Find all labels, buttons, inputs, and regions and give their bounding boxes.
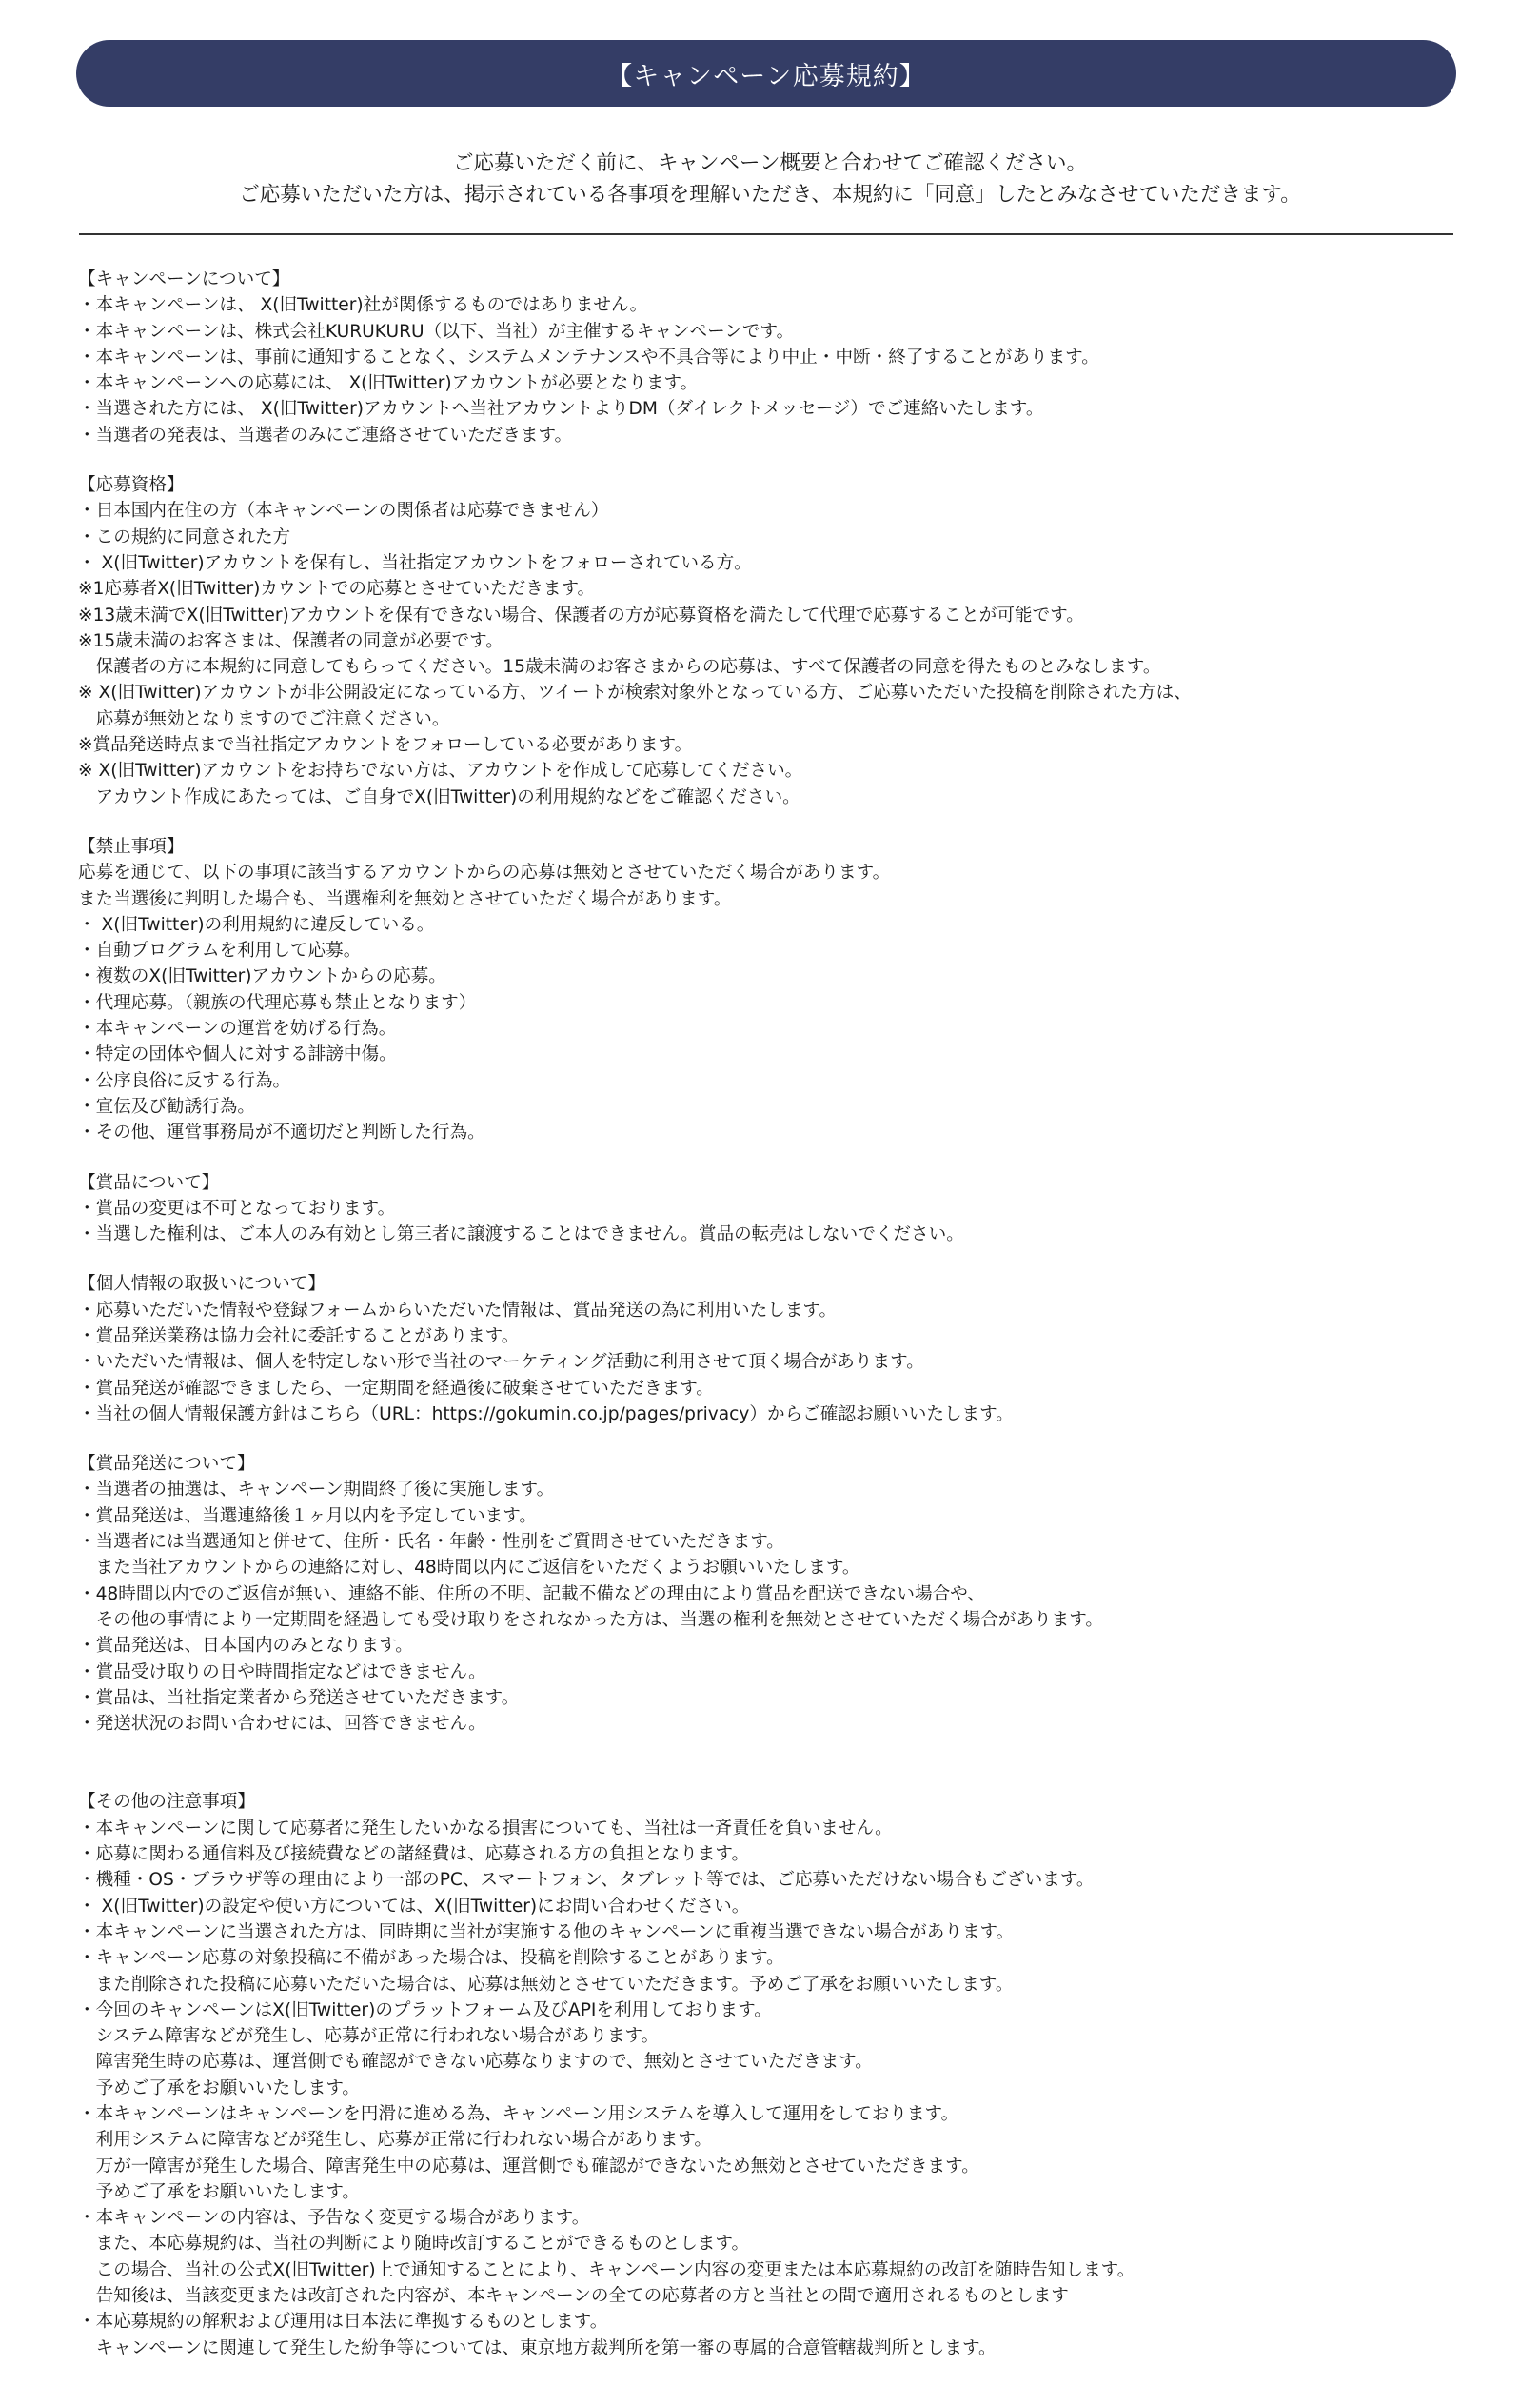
list-item: ・本応募規約の解釈および運用は日本法に準拠するものとします。 [78, 2312, 608, 2333]
list-item: ・自動プログラムを利用して応募。 [78, 941, 362, 962]
list-item: ・本キャンペーンは、事前に通知することなく、システムメンテナンスや不具合等により中止・中断・終了することがあります。 [78, 347, 1099, 368]
list-item: ・賞品発送が確認できましたら、一定期間を経過後に破棄させていただきます。 [78, 1378, 714, 1399]
list-item: ・当選した権利は、ご本人のみ有効とし第三者に譲渡することはできません。賞品の転売はしないでください。 [78, 1224, 964, 1245]
list-item: ・複数のX(旧Twitter)アカウントからの応募。 [78, 966, 446, 987]
list-item: キャンペーンに関連して発生した紛争等については、東京地方裁判所を第一審の専属的合意管轄裁判所とします。 [78, 2337, 997, 2358]
section-shipping [78, 1451, 1477, 1737]
list-item: ※1応募者X(旧Twitter)カウントでの応募とさせていただきます。 [78, 579, 596, 600]
list-item: ・当選者には当選通知と併せて、住所・氏名・年齢・性別をご質問させていただきます。 [78, 1532, 784, 1553]
list-item: ・本キャンペーンは、 X(旧Twitter)社が関係するものではありません。 [78, 295, 648, 316]
list-item: ・日本国内在住の方（本キャンペーンの関係者は応募できません） [78, 501, 609, 522]
list-item: ※15歳未満のお客さまは、保護者の同意が必要です。 [78, 630, 503, 651]
list-item: ・賞品発送は、日本国内のみとなります。 [78, 1636, 413, 1657]
list-item: 告知後は、当該変更または改訂された内容が、本キャンペーンの全ての応募者の方と当社との間で適用されるものとします [78, 2286, 1069, 2307]
section-prizes [78, 1170, 1477, 1248]
intro-line: ご応募いただいた方は、掲示されている各事項を理解いただき、本規約に「同意」したとみなさせていただきます。 [239, 183, 1301, 207]
section-eligibility [78, 472, 1477, 810]
intro-text [0, 148, 1540, 210]
section-heading: 【賞品発送について】 [78, 1454, 255, 1475]
list-item: 予めご了承をお願いいたします。 [78, 2077, 361, 2098]
list-item: ・賞品発送業務は協力会社に委託することがあります。 [78, 1325, 520, 1346]
list-item: ・宣伝及び勧誘行為。 [78, 1096, 255, 1117]
list-item: ・応募いただいた情報や登録フォームからいただいた情報は、賞品発送の為に利用いたします。 [78, 1300, 838, 1321]
list-item: 万が一障害が発生した場合、障害発生中の応募は、運営側でも確認ができないため無効とさせていただきます。 [78, 2156, 979, 2176]
list-item: ・賞品は、当社指定業者から発送させていただきます。 [78, 1687, 520, 1708]
privacy-policy-suffix: ）からご確認お願いいたします。 [749, 1403, 1014, 1424]
list-item: ・この規約に同意された方 [78, 527, 291, 547]
section-heading: 【賞品について】 [78, 1172, 220, 1193]
list-item: ※ X(旧Twitter)アカウントが非公開設定になっている方、ツイートが検索対象外となっている方、ご応募いただいた投稿を削除された方は、 [78, 683, 1192, 704]
list-item: ・発送状況のお問い合わせには、回答できません。 [78, 1714, 486, 1735]
list-item: ・本キャンペーンへの応募には、 X(旧Twitter)アカウントが必要となります。 [78, 373, 699, 394]
list-item: ・本キャンペーンはキャンペーンを円滑に進める為、キャンペーン用システムを導入して運用をしております。 [78, 2104, 959, 2124]
list-item: 利用システムに障害などが発生し、応募が正常に行われない場合があります。 [78, 2130, 713, 2151]
list-item: ・その他、運営事務局が不適切だと判断した行為。 [78, 1123, 485, 1143]
privacy-policy-link[interactable]: https://gokumin.co.jp/pages/privacy [431, 1403, 750, 1424]
list-item: ・当選者の発表は、当選者のみにご連絡させていただきます。 [78, 425, 573, 446]
list-item: ・公序良俗に反する行為。 [78, 1070, 291, 1091]
list-item: ・キャンペーン応募の対象投稿に不備があった場合は、投稿を削除することがあります。 [78, 1948, 784, 1969]
section-privacy [78, 1271, 1477, 1427]
list-item: ・本キャンペーンは、株式会社KURUKURU（以下、当社）が主催するキャンペーンです。 [78, 321, 795, 342]
section-heading: 【禁止事項】 [78, 836, 185, 857]
divider [79, 233, 1453, 235]
list-item: ・ X(旧Twitter)の利用規約に違反している。 [78, 914, 435, 935]
list-item: ・応募に関わる通信料及び接続費などの諸経費は、応募される方の負担となります。 [78, 1844, 750, 1865]
list-item: ・いただいた情報は、個人を特定しない形で当社のマーケティング活動に利用させて頂く場合があります。 [78, 1352, 924, 1373]
list-item: ・賞品発送は、当選連絡後１ヶ月以内を予定しています。 [78, 1505, 537, 1526]
list-item: ※13歳未満でX(旧Twitter)アカウントを保有できない場合、保護者の方が応募資格を満たして代理で応募することが可能です。 [78, 605, 1084, 626]
section-other [78, 1789, 1477, 2361]
list-item: また削除された投稿に応募いただいた場合は、応募は無効とさせていただきます。予めご了承をお願いいたします。 [78, 1974, 1014, 1995]
list-item: ・ X(旧Twitter)の設定や使い方については、X(旧Twitter)にお問い合わせください。 [78, 1896, 750, 1917]
list-item: 応募を通じて、以下の事項に該当するアカウントからの応募は無効とさせていただく場合があります。 [78, 863, 891, 884]
terms-content [78, 267, 1477, 2385]
section-heading: 【応募資格】 [78, 475, 185, 496]
list-item: システム障害などが発生し、応募が正常に行われない場合があります。 [78, 2026, 660, 2047]
section-heading: 【個人情報の取扱いについて】 [78, 1274, 326, 1295]
list-item: ・賞品受け取りの日や時間指定などはできません。 [78, 1661, 486, 1682]
intro-line: ご応募いただく前に、キャンペーン概要と合わせてご確認ください。 [452, 151, 1088, 175]
list-item: その他の事情により一定期間を経過しても受け取りをされなかった方は、当選の権利を無効とさせていただく場合があります。 [78, 1609, 1103, 1630]
list-item: ・特定の団体や個人に対する誹謗中傷。 [78, 1044, 397, 1065]
list-item: ・賞品の変更は不可となっております。 [78, 1198, 396, 1219]
section-heading: 【キャンペーンについて】 [78, 269, 290, 289]
list-item: ・今回のキャンペーンはX(旧Twitter)のプラットフォーム及びAPIを利用しております。 [78, 1999, 772, 2020]
list-item: この場合、当社の公式X(旧Twitter)上で通知することにより、キャンペーン内容の変更または本応募規約の改訂を随時告知します。 [78, 2259, 1135, 2280]
list-item: ・代理応募。（親族の代理応募も禁止となります） [78, 992, 477, 1013]
list-item: ・ X(旧Twitter)アカウントを保有し、当社指定アカウントをフォローされている方。 [78, 552, 752, 573]
privacy-policy-prefix: ・当社の個人情報保護方針はこちら（URL： [78, 1403, 432, 1424]
list-item: ・本キャンペーンの運営を妨げる行為。 [78, 1019, 397, 1040]
list-item: ・本キャンペーンに当選された方は、同時期に当社が実施する他のキャンペーンに重複当選できない場合があります。 [78, 1921, 1015, 1942]
list-item: 保護者の方に本規約に同意してもらってください。15歳未満のお客さまからの応募は、すべて保護者の同意を得たものとみなします。 [78, 657, 1161, 678]
section-heading: 【その他の注意事項】 [78, 1792, 255, 1813]
list-item: また当社アカウントからの連絡に対し、48時間以内にご返信をいただくようお願いいたします。 [78, 1558, 860, 1579]
list-item: また、本応募規約は、当社の判断により随時改訂することができるものとします。 [78, 2234, 750, 2255]
list-item: ・当選者の抽選は、キャンペーン期間終了後に実施します。 [78, 1480, 555, 1501]
list-item: ・48時間以内でのご返信が無い、連絡不能、住所の不明、記載不備などの理由により賞品を配送できない場合や、 [78, 1583, 985, 1604]
section-about [78, 267, 1477, 448]
list-item: 予めご了承をお願いいたします。 [78, 2181, 361, 2202]
list-item: また当選後に判明した場合も、当選権利を無効とさせていただく場合があります。 [78, 888, 732, 909]
list-item: ・本キャンペーンの内容は、予告なく変更する場合があります。 [78, 2208, 590, 2229]
list-item: 応募が無効となりますのでご注意ください。 [78, 708, 450, 729]
list-item: ※ X(旧Twitter)アカウントをお持ちでない方は、アカウントを作成して応募してください。 [78, 761, 803, 782]
list-item: ・当選された方には、 X(旧Twitter)アカウントへ当社アカウントよりDM（ダイレクトメッセージ）でご連絡いたします。 [78, 399, 1044, 420]
list-item: ・機種・OS・ブラウザ等の理由により一部のPC、スマートフォン、タブレット等では、ご応募いただけない場合もございます。 [78, 1870, 1095, 1891]
section-prohibited [78, 834, 1477, 1146]
page-title: 【キャンペーン応募規約】 [606, 61, 926, 91]
privacy-policy-line [78, 1401, 1477, 1427]
list-item: アカウント作成にあたっては、ご自身でX(旧Twitter)の利用規約などをご確認ください。 [78, 786, 800, 807]
list-item: ・本キャンペーンに関して応募者に発生したいかなる損害についても、当社は一斉責任を負いません。 [78, 1818, 893, 1838]
page-title-banner [76, 40, 1456, 107]
list-item: 障害発生時の応募は、運営側でも確認ができない応募なりますので、無効とさせていただきます。 [78, 2052, 873, 2073]
list-item: ※賞品発送時点まで当社指定アカウントをフォローしている必要があります。 [78, 735, 693, 756]
